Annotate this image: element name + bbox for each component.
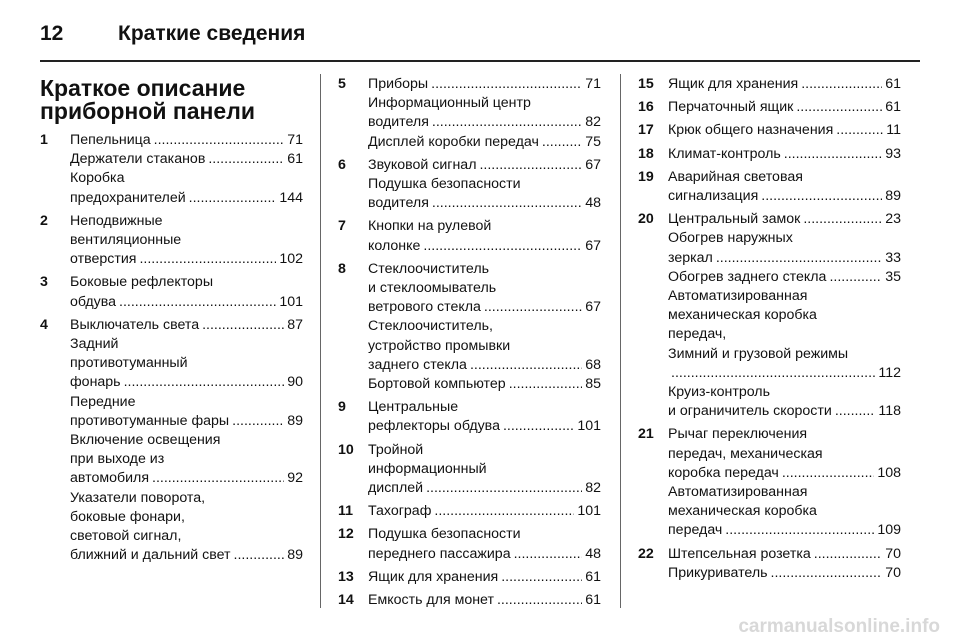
entry-text: колонке xyxy=(368,237,421,254)
entry-line xyxy=(70,489,303,508)
page-reference[interactable]: 70 xyxy=(885,545,901,562)
page-reference[interactable]: 23 xyxy=(885,211,901,228)
entry-line xyxy=(70,354,303,373)
entry-line xyxy=(70,231,303,250)
entry-line xyxy=(70,527,303,546)
entry-text: Обогрев наружных xyxy=(668,230,793,247)
entry-line xyxy=(70,393,303,412)
entry-line xyxy=(368,417,601,436)
page-reference[interactable]: 67 xyxy=(585,156,601,173)
entry-text: Круиз-контроль xyxy=(668,384,770,401)
dot-leader xyxy=(725,521,874,540)
page-reference[interactable]: 82 xyxy=(585,114,601,131)
entry-text: Передние xyxy=(70,393,136,410)
page-reference[interactable]: 112 xyxy=(878,364,901,381)
page-reference[interactable]: 48 xyxy=(585,545,601,562)
entry-text: Центральные xyxy=(368,399,459,416)
entry-line xyxy=(368,502,601,521)
dot-leader xyxy=(803,210,882,229)
entry-number: 17 xyxy=(638,122,654,139)
page-reference[interactable]: 70 xyxy=(885,564,901,581)
dot-leader xyxy=(431,75,582,94)
entry-text: Задний xyxy=(70,336,119,353)
index-entry xyxy=(338,502,601,521)
entry-text: передач, механическая xyxy=(668,445,823,462)
entry-line xyxy=(668,425,901,444)
dot-leader xyxy=(671,364,875,383)
entry-text: противотуманный xyxy=(70,355,188,372)
entry-line xyxy=(70,412,303,431)
dot-leader xyxy=(497,591,582,610)
entry-number: 7 xyxy=(338,218,346,235)
entry-line xyxy=(70,150,303,169)
page-reference[interactable]: 11 xyxy=(886,122,901,139)
dot-leader xyxy=(432,194,582,213)
entry-line xyxy=(70,431,303,450)
entry-number: 10 xyxy=(338,441,354,458)
entry-number: 6 xyxy=(338,156,346,173)
entry-text: ветрового стекла xyxy=(368,299,481,316)
entry-line xyxy=(668,483,901,502)
index-entry xyxy=(638,121,901,140)
entry-text: водителя xyxy=(368,114,429,131)
page-reference[interactable]: 68 xyxy=(585,356,601,373)
dot-leader xyxy=(503,417,574,436)
entry-text: Штепсельная розетка xyxy=(668,545,811,562)
entry-text: при выходе из xyxy=(70,451,165,468)
column-divider xyxy=(320,74,321,608)
entry-text: Обогрев заднего стекла xyxy=(668,268,827,285)
dot-leader xyxy=(189,189,277,208)
entry-line xyxy=(668,268,901,287)
page-reference[interactable]: 89 xyxy=(287,412,303,429)
entry-text: механическая коробка xyxy=(668,307,817,324)
index-entry xyxy=(338,156,601,214)
entry-number: 19 xyxy=(638,168,654,185)
page-reference[interactable]: 101 xyxy=(577,418,601,435)
dot-leader xyxy=(208,150,284,169)
entries-column-1 xyxy=(40,131,303,565)
index-entry xyxy=(338,568,601,587)
entry-text: Зимний и грузовой режимы xyxy=(668,345,849,362)
entry-number: 12 xyxy=(338,526,354,543)
entry-number: 11 xyxy=(338,503,353,520)
entry-text: водителя xyxy=(368,195,429,212)
entry-line xyxy=(368,217,601,236)
dot-leader xyxy=(814,545,882,564)
page-reference[interactable]: 101 xyxy=(577,503,601,520)
chapter-title: Краткие сведения xyxy=(118,22,306,45)
column-divider xyxy=(620,74,621,608)
dot-leader xyxy=(234,546,285,565)
section-title: Краткое описание приборной панели xyxy=(40,75,255,124)
entry-text: отверстия xyxy=(70,251,137,268)
page-reference[interactable]: 71 xyxy=(287,132,303,148)
index-entry xyxy=(638,425,901,540)
entry-text: Выключатель света xyxy=(70,316,200,333)
entry-text: Звуковой сигнал xyxy=(368,156,477,173)
dot-leader xyxy=(801,75,882,94)
entry-line xyxy=(368,398,601,417)
index-entry xyxy=(338,260,601,394)
index-entry xyxy=(40,316,303,566)
entry-line xyxy=(368,317,601,336)
entry-text: вентиляционные xyxy=(70,232,182,249)
entry-line xyxy=(368,133,601,152)
entry-line xyxy=(368,75,601,94)
entry-text: Пепельница xyxy=(70,132,151,148)
entry-line xyxy=(668,402,901,421)
index-entry xyxy=(338,441,601,499)
page-reference[interactable]: 71 xyxy=(585,76,601,92)
entry-line xyxy=(368,375,601,394)
entry-line xyxy=(668,345,901,364)
index-entry xyxy=(638,210,901,421)
index-entry xyxy=(638,545,901,583)
index-entry xyxy=(338,217,601,255)
entry-text: коробка передач xyxy=(668,464,779,481)
dot-leader xyxy=(232,412,284,431)
entry-line xyxy=(70,316,303,335)
entry-line xyxy=(668,521,901,540)
index-entry xyxy=(338,75,601,152)
entry-text: Емкость для монет xyxy=(368,592,494,609)
entry-text: Бортовой компьютер xyxy=(368,376,506,393)
entry-line xyxy=(668,249,901,268)
entry-text: и стеклоомыватель xyxy=(368,280,497,297)
entry-line xyxy=(668,287,901,306)
entry-line xyxy=(70,250,303,269)
index-entry xyxy=(638,98,901,117)
entry-text: фонарь xyxy=(70,374,121,391)
entry-line xyxy=(70,189,303,208)
entry-line xyxy=(70,469,303,488)
entry-text: Рычаг переключения xyxy=(668,426,808,443)
page-reference[interactable]: 87 xyxy=(287,316,303,333)
entry-number: 14 xyxy=(338,592,354,609)
dot-leader xyxy=(426,479,582,498)
dot-leader xyxy=(470,356,582,375)
entries-column-2 xyxy=(338,75,601,610)
index-entry xyxy=(638,168,901,206)
entry-text: предохранителей xyxy=(70,189,186,206)
page-reference[interactable]: 85 xyxy=(585,376,601,393)
entry-text: Кнопки на рулевой xyxy=(368,218,492,235)
dot-leader xyxy=(829,268,882,287)
dot-leader xyxy=(836,121,883,140)
entry-line xyxy=(70,131,303,150)
entry-text: световой сигнал, xyxy=(70,528,182,545)
dot-leader xyxy=(202,316,284,335)
entry-line xyxy=(668,187,901,206)
entry-text: заднего стекла xyxy=(368,356,467,373)
entry-line xyxy=(70,546,303,565)
entry-number: 1 xyxy=(40,132,48,148)
dot-leader xyxy=(119,293,276,312)
entry-line xyxy=(668,445,901,464)
entry-text: Держатели стаканов xyxy=(70,151,206,168)
page-reference[interactable]: 48 xyxy=(585,195,601,212)
entry-text: Тройной xyxy=(368,441,424,458)
page-reference[interactable]: 108 xyxy=(877,464,901,481)
page-number: 12 xyxy=(40,22,64,45)
entry-number: 8 xyxy=(338,260,346,277)
dot-leader xyxy=(484,298,582,317)
dot-leader xyxy=(432,113,582,132)
entry-line xyxy=(368,441,601,460)
entry-text: Стеклоочиститель xyxy=(368,260,490,277)
entry-text: Аварийная световая xyxy=(668,168,803,185)
entry-line xyxy=(668,325,901,344)
dot-leader xyxy=(423,237,582,256)
entry-text: автомобиля xyxy=(70,470,150,487)
dot-leader xyxy=(152,469,284,488)
entry-line xyxy=(668,383,901,402)
entry-text: Подушка безопасности xyxy=(368,176,521,193)
entry-number: 9 xyxy=(338,399,346,416)
entry-text: механическая коробка xyxy=(668,503,817,520)
page-reference[interactable]: 102 xyxy=(279,251,303,268)
page-reference[interactable]: 61 xyxy=(585,592,601,609)
entry-line xyxy=(70,450,303,469)
entry-text: информационный xyxy=(368,460,487,477)
entry-text: передач, xyxy=(668,326,727,343)
entry-text: переднего пассажира xyxy=(368,545,511,562)
entry-line xyxy=(368,175,601,194)
entry-number: 5 xyxy=(338,76,346,92)
entry-text: противотуманные фары xyxy=(70,412,230,429)
page-reference[interactable]: 61 xyxy=(287,151,303,168)
dot-leader xyxy=(835,402,876,421)
entry-text: Стеклоочиститель, xyxy=(368,318,493,335)
index-entry xyxy=(40,212,303,270)
entry-number: 22 xyxy=(638,545,654,562)
entry-line xyxy=(368,298,601,317)
entry-line xyxy=(368,260,601,279)
entry-number: 3 xyxy=(40,274,48,291)
entry-text: Ящик для хранения xyxy=(668,76,799,92)
entry-line xyxy=(668,145,901,164)
dot-leader xyxy=(509,375,583,394)
dot-leader xyxy=(771,564,883,583)
entry-line xyxy=(70,293,303,312)
entry-text: Включение освещения xyxy=(70,432,221,449)
entry-text: ближний и дальний свет xyxy=(70,547,231,564)
entry-text: Автоматизированная xyxy=(668,484,808,501)
entry-text: Приборы xyxy=(368,76,429,92)
entry-number: 2 xyxy=(40,212,48,229)
entry-line xyxy=(70,169,303,188)
entry-text: зеркал xyxy=(668,249,713,266)
page-reference[interactable]: 101 xyxy=(279,293,303,310)
dot-leader xyxy=(124,373,285,392)
page-reference[interactable]: 75 xyxy=(585,133,601,150)
entry-line xyxy=(668,545,901,564)
entry-line xyxy=(368,237,601,256)
dot-leader xyxy=(154,131,285,150)
page-reference[interactable]: 93 xyxy=(885,145,901,162)
index-entry xyxy=(40,131,303,208)
entry-line xyxy=(70,273,303,292)
entry-number: 18 xyxy=(638,145,654,162)
column-2 xyxy=(338,75,601,614)
dot-leader xyxy=(434,502,574,521)
entry-line xyxy=(368,479,601,498)
entry-text: Боковые рефлекторы xyxy=(70,274,214,291)
entry-line xyxy=(368,591,601,610)
page-reference[interactable]: 61 xyxy=(885,76,901,92)
dot-leader xyxy=(716,249,882,268)
index-entry xyxy=(338,398,601,436)
entry-line xyxy=(368,525,601,544)
watermark: carmanualsonline.info xyxy=(738,616,940,637)
entry-line xyxy=(668,464,901,483)
page-reference[interactable]: 35 xyxy=(885,268,901,285)
entry-text: Прикуриватель xyxy=(668,564,768,581)
page-reference[interactable]: 82 xyxy=(585,480,601,497)
entry-number: 13 xyxy=(338,568,354,585)
entry-text: Ящик для хранения xyxy=(368,568,499,585)
entry-text: Коробка xyxy=(70,170,125,187)
dot-leader xyxy=(796,98,882,117)
dot-leader xyxy=(501,568,582,587)
entry-text: Информационный центр xyxy=(368,95,531,112)
entry-text: обдува xyxy=(70,293,117,310)
entry-line xyxy=(368,568,601,587)
entry-line xyxy=(368,337,601,356)
entry-text: Подушка безопасности xyxy=(368,526,521,543)
entry-text: боковые фонари, xyxy=(70,508,185,525)
entry-text: рефлекторы обдува xyxy=(368,418,500,435)
entry-text: Дисплей коробки передач xyxy=(368,133,539,150)
page-header xyxy=(40,14,305,54)
dot-leader xyxy=(479,156,582,175)
entry-text: Центральный замок xyxy=(668,211,801,228)
entry-line xyxy=(668,121,901,140)
entry-line xyxy=(668,364,901,383)
entry-line xyxy=(70,373,303,392)
index-entry xyxy=(40,273,303,311)
entry-line xyxy=(668,306,901,325)
entry-line xyxy=(368,194,601,213)
page-reference[interactable]: 61 xyxy=(585,568,601,585)
entry-text: Перчаточный ящик xyxy=(668,99,794,116)
page-reference[interactable]: 67 xyxy=(585,237,601,254)
entry-text: передач xyxy=(668,522,723,539)
page-reference[interactable]: 89 xyxy=(287,547,303,564)
entry-line xyxy=(668,502,901,521)
entry-number: 20 xyxy=(638,211,654,228)
entry-text: устройство промывки xyxy=(368,337,511,354)
entry-line xyxy=(368,545,601,564)
entry-text: Крюк общего назначения xyxy=(668,122,834,139)
dot-leader xyxy=(761,187,882,206)
column-1 xyxy=(40,75,303,569)
index-entry xyxy=(338,591,601,610)
entry-line xyxy=(668,98,901,117)
entry-number: 15 xyxy=(638,76,654,92)
entry-line xyxy=(70,508,303,527)
entry-text: Автоматизированная xyxy=(668,288,808,305)
index-entry xyxy=(638,145,901,164)
entry-line xyxy=(70,335,303,354)
entry-line xyxy=(668,229,901,248)
page-reference[interactable]: 118 xyxy=(878,403,901,420)
page-reference[interactable]: 67 xyxy=(585,299,601,316)
entry-text: Указатели поворота, xyxy=(70,489,206,506)
page-reference[interactable]: 89 xyxy=(885,188,901,205)
entry-text: Климат-контроль xyxy=(668,145,781,162)
page-reference[interactable]: 33 xyxy=(885,249,901,266)
entry-text: и ограничитель скорости xyxy=(668,403,832,420)
index-entry xyxy=(338,525,601,563)
entry-line xyxy=(368,356,601,375)
page-reference[interactable]: 144 xyxy=(279,189,303,206)
dot-leader xyxy=(542,133,582,152)
dot-leader xyxy=(782,464,875,483)
entries-column-3 xyxy=(638,75,901,583)
entry-line xyxy=(368,156,601,175)
entry-number: 21 xyxy=(638,426,654,443)
entry-line xyxy=(368,279,601,298)
entry-line xyxy=(368,460,601,479)
entry-line xyxy=(668,210,901,229)
dot-leader xyxy=(139,250,276,269)
dot-leader xyxy=(514,545,583,564)
column-3 xyxy=(638,75,901,587)
entry-line xyxy=(368,113,601,132)
entry-text: Тахограф xyxy=(368,503,432,520)
page-reference[interactable]: 92 xyxy=(287,470,303,487)
entry-line xyxy=(668,564,901,583)
page-reference[interactable]: 90 xyxy=(287,374,303,391)
entry-line xyxy=(668,75,901,94)
entry-number: 4 xyxy=(40,316,48,333)
header-divider xyxy=(40,60,920,62)
page-reference[interactable]: 61 xyxy=(885,99,901,116)
entry-line xyxy=(668,168,901,187)
index-entry xyxy=(638,75,901,94)
dot-leader xyxy=(784,145,882,164)
page-reference[interactable]: 109 xyxy=(877,522,901,539)
entry-text: сигнализация xyxy=(668,188,759,205)
entry-text: дисплей xyxy=(368,480,424,497)
entry-text: Неподвижные xyxy=(70,212,163,229)
entry-line xyxy=(70,212,303,231)
entry-number: 16 xyxy=(638,99,654,116)
entry-line xyxy=(368,94,601,113)
